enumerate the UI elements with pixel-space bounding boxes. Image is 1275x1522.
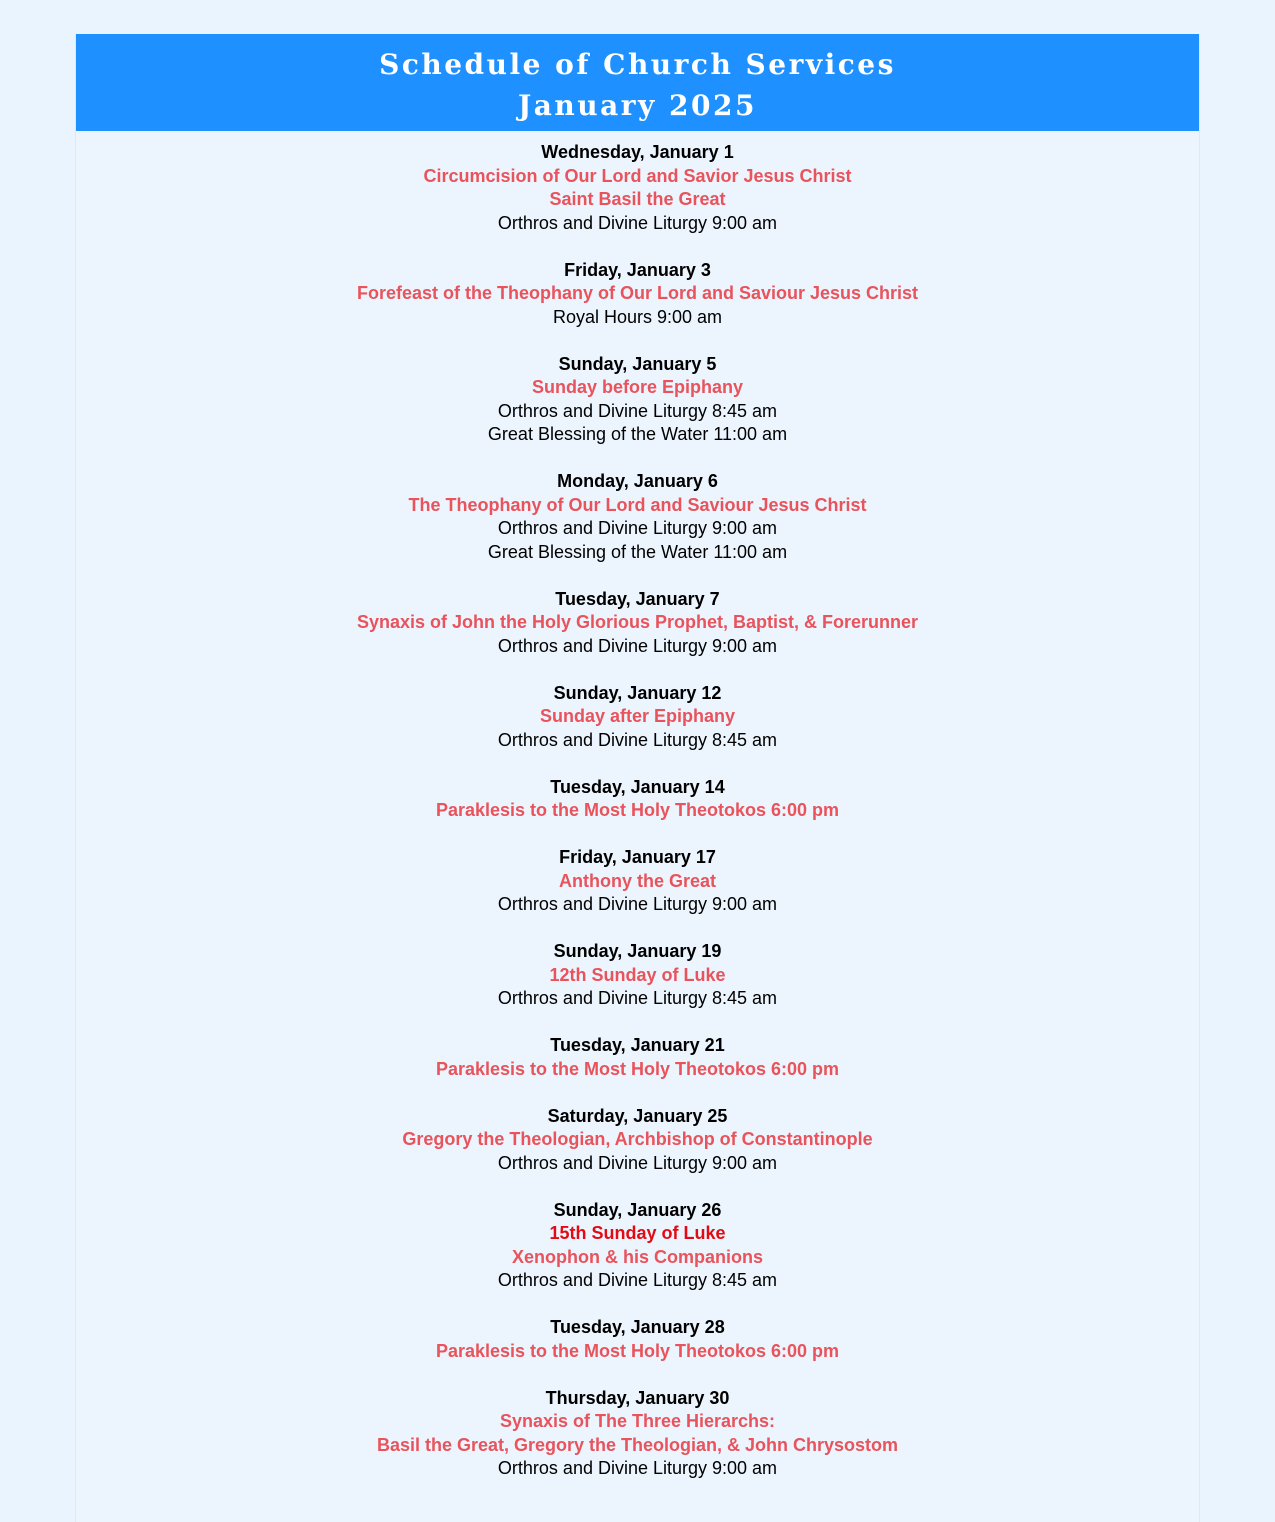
entry-feast: Circumcision of Our Lord and Savior Jesus Christ xyxy=(423,165,852,186)
schedule-entry xyxy=(76,588,1199,659)
schedule-card xyxy=(75,34,1200,1522)
entry-date: Tuesday, January 28 xyxy=(550,1317,725,1337)
entry-feast: Sunday after Epiphany xyxy=(539,706,736,726)
entry-feast: Paraklesis to the Most Holy Theotokos 6:00 pm xyxy=(435,1340,840,1361)
entry-date: Sunday, January 12 xyxy=(553,682,722,703)
entry-service: Great Blessing of the Water 11:00 am xyxy=(487,541,788,562)
schedule-entry xyxy=(76,259,1199,330)
entry-date: Sunday, January 5 xyxy=(558,353,717,374)
entry-feast: Gregory the Theologian, Archbishop of Constantinople xyxy=(402,1129,873,1149)
entry-major-feast: 15th Sunday of Luke xyxy=(549,1223,726,1243)
schedule-entry xyxy=(76,1387,1199,1481)
schedule-header xyxy=(76,34,1199,131)
entry-service: Orthros and Divine Liturgy 9:00 am xyxy=(497,635,778,656)
entry-date: Tuesday, January 21 xyxy=(550,1035,725,1055)
entry-date: Tuesday, January 14 xyxy=(550,776,725,797)
schedule-entry xyxy=(76,682,1199,753)
schedule-entry xyxy=(76,353,1199,447)
entry-service: Orthros and Divine Liturgy 8:45 am xyxy=(497,988,778,1008)
entry-service: Orthros and Divine Liturgy 9:00 am xyxy=(497,518,778,538)
entry-date: Tuesday, January 7 xyxy=(555,588,720,609)
schedule-entry xyxy=(76,940,1199,1011)
schedule-entry xyxy=(76,470,1199,564)
schedule-entry xyxy=(76,1199,1199,1293)
schedule-entry xyxy=(76,1034,1199,1081)
entry-date: Monday, January 6 xyxy=(557,471,718,491)
entry-service: Orthros and Divine Liturgy 9:00 am xyxy=(497,894,778,914)
entry-date: Sunday, January 26 xyxy=(553,1199,722,1220)
entry-service: Orthros and Divine Liturgy 8:45 am xyxy=(497,1270,778,1290)
schedule-entry xyxy=(76,1316,1199,1363)
entry-feast: Forefeast of the Theophany of Our Lord and Saviour Jesus Christ xyxy=(356,283,919,303)
entry-feast: Paraklesis to the Most Holy Theotokos 6:00 pm xyxy=(435,800,840,820)
entry-feast: Xenophon & his Companions xyxy=(512,1246,763,1267)
entry-service: Orthros and Divine Liturgy 8:45 am xyxy=(497,400,778,421)
schedule-entry xyxy=(76,846,1199,917)
entry-feast: 12th Sunday of Luke xyxy=(549,964,726,985)
schedule-title: Schedule of Church Services xyxy=(379,48,896,81)
entry-feast: Sunday before Epiphany xyxy=(531,377,744,397)
schedule-entry xyxy=(76,141,1199,235)
entry-date: Wednesday, January 1 xyxy=(541,142,734,162)
entry-service: Great Blessing of the Water 11:00 am xyxy=(487,424,788,444)
entry-feast: The Theophany of Our Lord and Saviour Jesus Christ xyxy=(408,494,867,515)
entry-service: Orthros and Divine Liturgy 9:00 am xyxy=(497,1458,778,1478)
schedule-entry xyxy=(76,776,1199,823)
entry-date: Friday, January 17 xyxy=(559,847,716,867)
entry-date: Thursday, January 30 xyxy=(545,1387,730,1408)
entry-service: Orthros and Divine Liturgy 9:00 am xyxy=(497,1152,778,1173)
schedule-entry xyxy=(76,1105,1199,1176)
entry-service: Royal Hours 9:00 am xyxy=(552,306,723,327)
entry-date: Saturday, January 25 xyxy=(547,1105,728,1126)
entry-feast: Basil the Great, Gregory the Theologian, & John Chrysostom xyxy=(376,1434,899,1455)
entry-feast: Anthony the Great xyxy=(558,870,716,891)
entry-feast: Paraklesis to the Most Holy Theotokos 6:00 pm xyxy=(435,1058,840,1079)
entry-date: Sunday, January 19 xyxy=(553,941,722,961)
entry-feast: Saint Basil the Great xyxy=(549,189,726,209)
schedule-list xyxy=(76,131,1199,1481)
entry-feast: Synaxis of John the Holy Glorious Prophet, Baptist, & Forerunner xyxy=(356,612,919,632)
entry-date: Friday, January 3 xyxy=(564,259,711,280)
entry-service: Orthros and Divine Liturgy 8:45 am xyxy=(497,729,778,750)
entry-service: Orthros and Divine Liturgy 9:00 am xyxy=(497,212,778,233)
entry-feast: Synaxis of The Three Hierarchs: xyxy=(499,1411,776,1431)
schedule-month: January 2025 xyxy=(518,89,757,122)
